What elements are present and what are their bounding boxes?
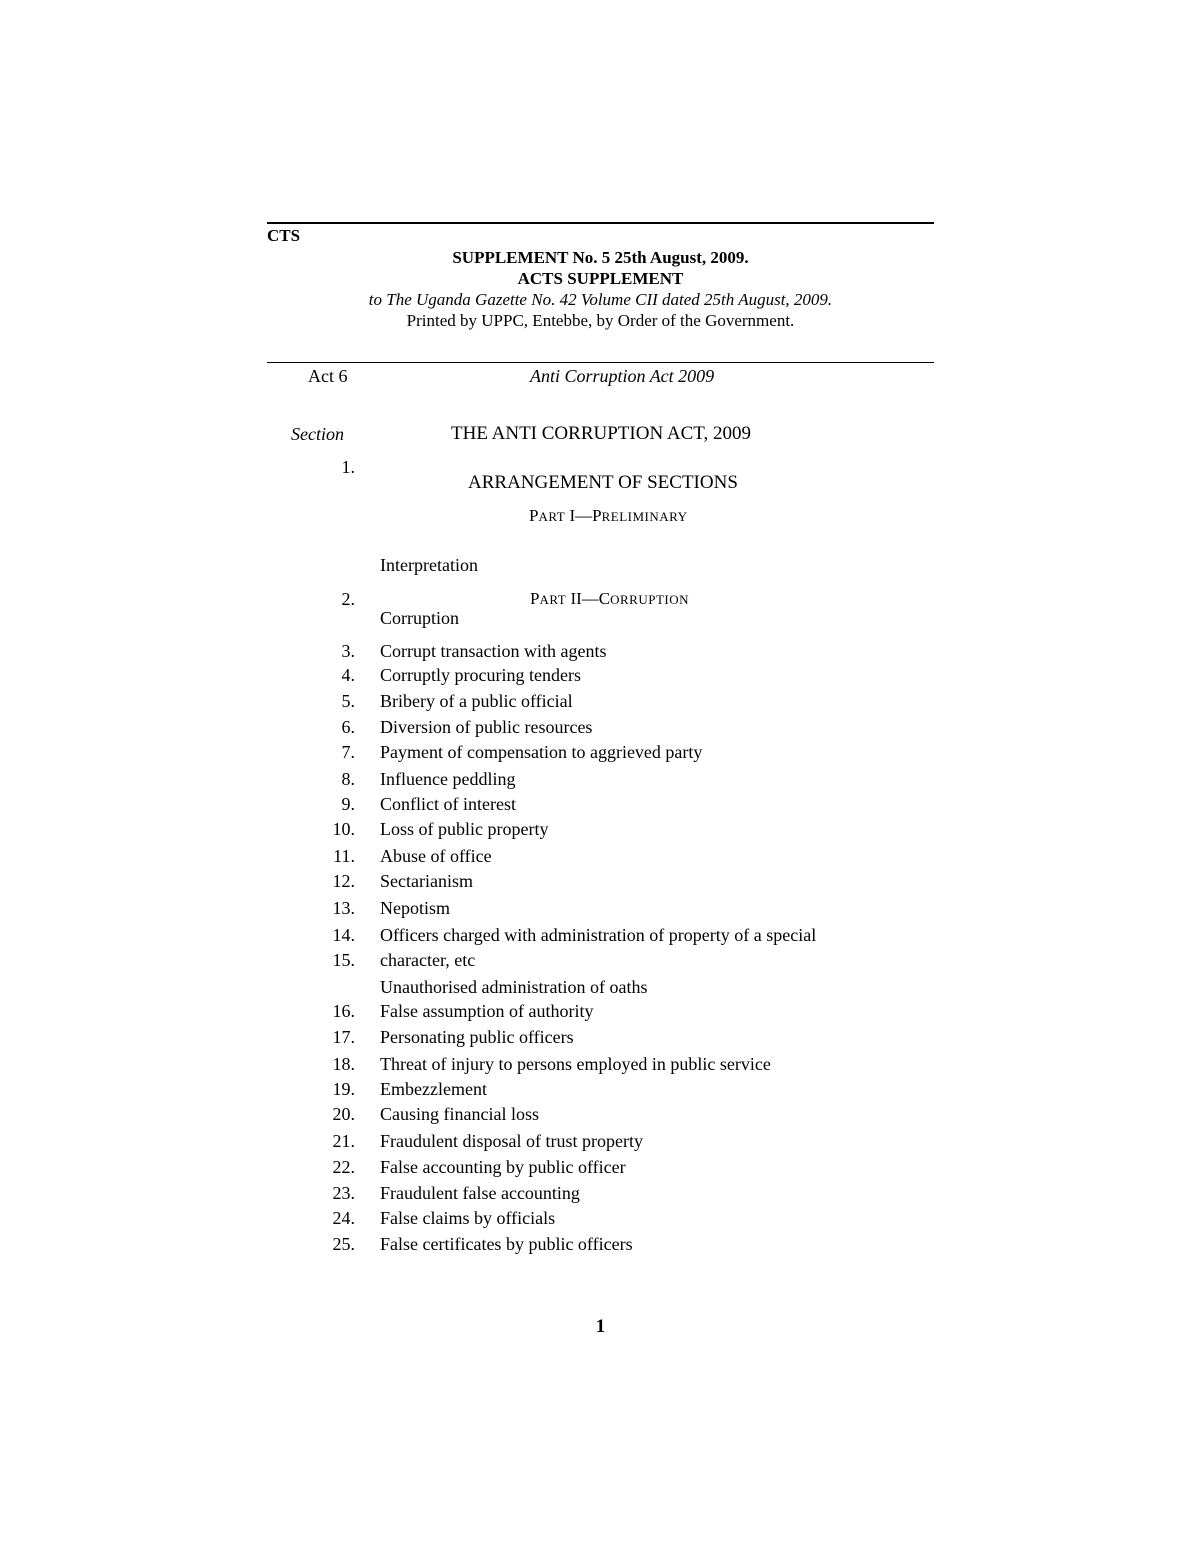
- section-title: Corruption: [380, 608, 459, 628]
- section-title: Payment of compensation to aggrieved party: [380, 742, 703, 762]
- supplement-line: SUPPLEMENT No. 5 25th August, 2009.: [452, 248, 749, 267]
- top-rule: [267, 222, 934, 224]
- section-number: 17.: [332, 1027, 355, 1047]
- section-number: 20.: [332, 1104, 355, 1124]
- section-title: Officers charged with administration of property of a special: [380, 925, 817, 945]
- section-title: Bribery of a public official: [380, 691, 573, 711]
- section-number: 25.: [332, 1234, 355, 1254]
- gazette-line: to The Uganda Gazette No. 42 Volume CII dated 25th August, 2009.: [368, 290, 833, 309]
- cts-label: CTS: [267, 226, 301, 245]
- section-number: 2.: [341, 589, 355, 609]
- section-number: 1.: [341, 457, 355, 477]
- section-number: 3.: [341, 641, 355, 661]
- section-title: Fraudulent disposal of trust property: [380, 1131, 643, 1151]
- section-number: 5.: [341, 691, 355, 711]
- section-number: 10.: [332, 819, 355, 839]
- running-head-act: Act 6: [308, 366, 348, 386]
- section-number: 8.: [341, 769, 355, 789]
- section-number: 9.: [341, 794, 355, 814]
- section-title: Fraudulent false accounting: [380, 1183, 580, 1203]
- section-title: Conflict of interest: [380, 794, 516, 814]
- running-head-title: Anti Corruption Act 2009: [530, 366, 715, 386]
- section-number: 4.: [341, 665, 355, 685]
- section-column-label: Section: [291, 424, 344, 444]
- section-title: Diversion of public resources: [380, 717, 593, 737]
- section-number: 18.: [332, 1054, 355, 1074]
- section-title: Influence peddling: [380, 769, 516, 789]
- section-number: 7.: [341, 742, 355, 762]
- section-title: Corrupt transaction with agents: [380, 641, 607, 661]
- section-title: False assumption of authority: [380, 1001, 594, 1021]
- section-number: 23.: [332, 1183, 355, 1203]
- arrangement-heading: ARRANGEMENT OF SECTIONS: [468, 472, 738, 493]
- section-title: Personating public officers: [380, 1027, 574, 1047]
- section-number: 16.: [332, 1001, 355, 1021]
- section-title: Nepotism: [380, 898, 450, 918]
- section-title: Threat of injury to persons employed in public service: [380, 1054, 771, 1074]
- section-title: False claims by officials: [380, 1208, 556, 1228]
- section-number: 13.: [332, 898, 355, 918]
- section-title: Abuse of office: [380, 846, 492, 866]
- section-title: Embezzlement: [380, 1079, 487, 1099]
- section-number: 14.: [332, 925, 355, 945]
- page-number: 1: [595, 1316, 606, 1337]
- section-number: 15.: [332, 950, 355, 970]
- section-number: 12.: [332, 871, 355, 891]
- section-number: 22.: [332, 1157, 355, 1177]
- section-title: character, etc: [380, 950, 476, 970]
- part-one-heading: PART I—PRELIMINARY: [529, 506, 688, 525]
- section-title: Loss of public property: [380, 819, 549, 839]
- printed-line: Printed by UPPC, Entebbe, by Order of the Government.: [406, 311, 795, 330]
- section-number: 24.: [332, 1208, 355, 1228]
- section-title: False accounting by public officer: [380, 1157, 626, 1177]
- section-number: 6.: [341, 717, 355, 737]
- section-title: Causing financial loss: [380, 1104, 539, 1124]
- section-title: Sectarianism: [380, 871, 473, 891]
- section-title: Corruptly procuring tenders: [380, 665, 581, 685]
- section-number: 21.: [332, 1131, 355, 1151]
- acts-supplement-heading: ACTS SUPPLEMENT: [517, 269, 684, 288]
- part-two-heading: PART II—CORRUPTION: [530, 589, 690, 608]
- section-title: Interpretation: [380, 555, 478, 575]
- document-title: THE ANTI CORRUPTION ACT, 2009: [451, 423, 751, 444]
- section-title: Unauthorised administration of oaths: [380, 977, 648, 997]
- section-number: 11.: [333, 846, 355, 866]
- running-head-rule: [267, 362, 934, 363]
- section-title: False certificates by public officers: [380, 1234, 633, 1254]
- section-number: 19.: [332, 1079, 355, 1099]
